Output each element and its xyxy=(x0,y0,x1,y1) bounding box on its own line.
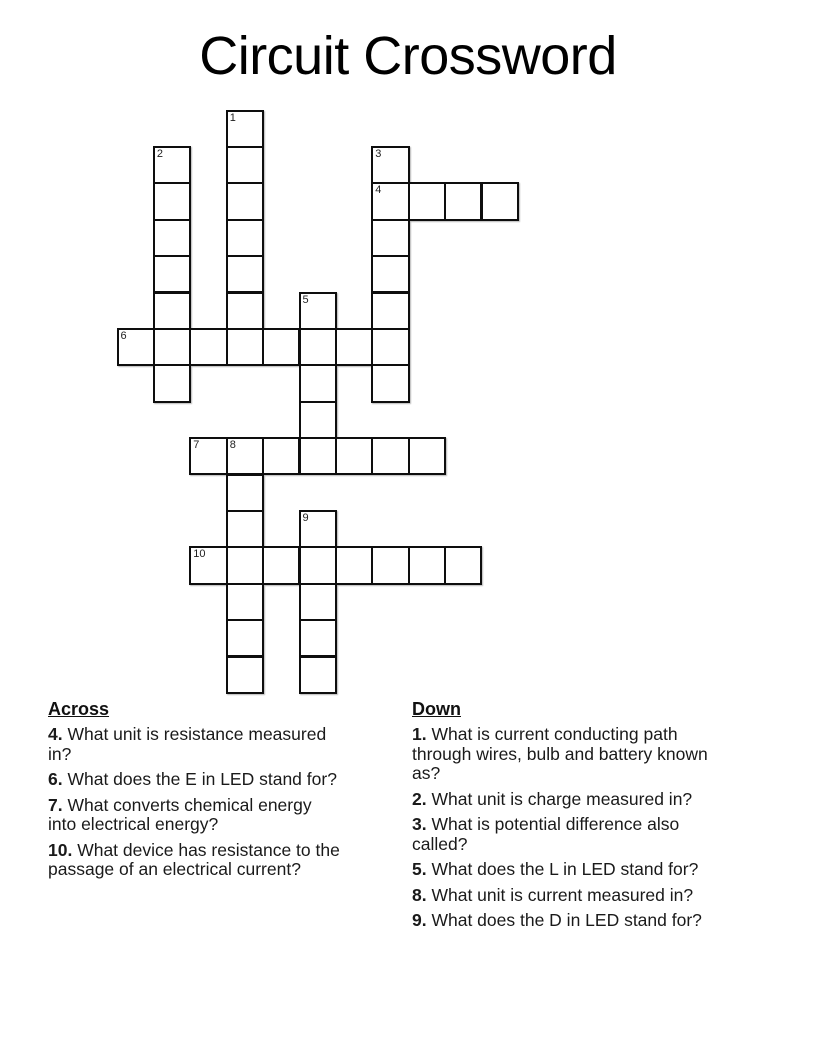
grid-cell[interactable] xyxy=(226,219,264,257)
clue-number: 4. xyxy=(48,724,63,744)
clue-item: 9. What does the D in LED stand for? xyxy=(412,910,702,930)
grid-cell[interactable] xyxy=(153,364,191,402)
cell-number: 5 xyxy=(302,293,309,306)
clue-item: 5. What does the L in LED stand for? xyxy=(412,859,699,879)
grid-cell[interactable] xyxy=(226,255,264,293)
puzzle-title: Circuit Crossword xyxy=(199,26,617,86)
grid-cell[interactable] xyxy=(299,619,337,657)
grid-cell[interactable] xyxy=(153,292,191,330)
cell-number: 4 xyxy=(375,184,382,197)
grid-cell[interactable] xyxy=(262,546,300,584)
grid-cell[interactable] xyxy=(299,401,337,439)
grid-cell[interactable] xyxy=(226,546,264,584)
across-clue-list xyxy=(48,725,397,880)
grid-cell[interactable] xyxy=(153,328,191,366)
grid-cell[interactable] xyxy=(299,510,337,548)
grid-cell[interactable] xyxy=(408,546,446,584)
grid-cell[interactable] xyxy=(226,146,264,184)
clue-number: 7. xyxy=(48,794,63,815)
clue-number: 1. xyxy=(412,724,427,744)
grid-cell[interactable] xyxy=(371,255,409,293)
cell-number: 7 xyxy=(193,439,200,452)
grid-cell[interactable] xyxy=(481,182,519,220)
down-clue-list xyxy=(412,725,778,931)
grid-cell[interactable] xyxy=(299,656,337,694)
grid-cell[interactable] xyxy=(226,583,264,621)
clue-item: 6. What does the E in LED stand for? xyxy=(48,769,337,789)
grid-cell[interactable] xyxy=(226,656,264,694)
grid-cell[interactable] xyxy=(226,437,264,475)
grid-cell[interactable] xyxy=(262,328,300,366)
grid-cell[interactable] xyxy=(408,437,446,475)
cell-number: 3 xyxy=(375,147,382,160)
grid-cell[interactable] xyxy=(226,510,264,548)
grid-cell[interactable] xyxy=(299,437,337,475)
grid-cell[interactable] xyxy=(226,182,264,220)
down-clues-section xyxy=(412,699,778,937)
clue-number: 5. xyxy=(412,859,427,879)
clue-number: 9. xyxy=(412,910,427,930)
grid-cell[interactable] xyxy=(371,182,409,220)
cell-number: 2 xyxy=(156,147,164,160)
clue-number: 2. xyxy=(412,788,427,809)
clue-item: 2. What unit is charge measured in? xyxy=(412,788,693,809)
grid-cell[interactable] xyxy=(153,182,191,220)
grid-cell[interactable] xyxy=(226,328,264,366)
grid-cell[interactable] xyxy=(299,292,337,330)
grid-cell[interactable] xyxy=(371,437,409,475)
grid-cell[interactable] xyxy=(153,255,191,293)
grid-cell[interactable] xyxy=(444,182,482,220)
grid-cell[interactable] xyxy=(226,619,264,657)
cell-number: 6 xyxy=(120,329,127,342)
grid-cell[interactable] xyxy=(153,146,191,184)
grid-cell[interactable] xyxy=(371,292,409,330)
grid-cell[interactable] xyxy=(262,437,300,475)
cell-number: 1 xyxy=(229,111,236,124)
grid-cell[interactable] xyxy=(335,546,373,584)
clue-item: 4. What unit is resistance measured in? xyxy=(48,724,327,764)
grid-cell[interactable] xyxy=(335,328,373,366)
grid-cell[interactable] xyxy=(226,292,264,330)
grid-cell[interactable] xyxy=(371,219,409,257)
grid-cell[interactable] xyxy=(189,328,227,366)
grid-cell[interactable] xyxy=(299,364,337,402)
down-header: Down xyxy=(412,699,461,719)
clue-number: 3. xyxy=(412,814,427,834)
grid-cell[interactable] xyxy=(153,219,191,257)
grid-cell[interactable] xyxy=(371,364,409,402)
grid-cell[interactable] xyxy=(189,437,227,475)
grid-cell[interactable] xyxy=(226,110,264,148)
clue-number: 10. xyxy=(48,839,73,860)
clue-item: 3. What is potential difference also called? xyxy=(412,814,680,854)
grid-cell[interactable] xyxy=(444,546,482,584)
cell-number: 10 xyxy=(193,548,206,561)
grid-cell[interactable] xyxy=(299,583,337,621)
grid-cell[interactable] xyxy=(408,182,446,220)
grid-cell[interactable] xyxy=(371,328,409,366)
grid-cell[interactable] xyxy=(299,546,337,584)
grid-cell[interactable] xyxy=(371,546,409,584)
grid-cell[interactable] xyxy=(335,437,373,475)
clue-item: 1. What is current conducting path through wires, bulb and battery known as? xyxy=(412,724,708,783)
clue-item: 10. What device has resistance to the passage of an electrical current? xyxy=(48,839,340,879)
grid-cell[interactable] xyxy=(189,546,227,584)
cell-number: 9 xyxy=(302,511,309,524)
clue-item: 7. What converts chemical energy into electrical energy? xyxy=(48,794,312,834)
grid-cell[interactable] xyxy=(299,328,337,366)
clue-number: 8. xyxy=(412,884,427,905)
grid-cell[interactable] xyxy=(117,328,155,366)
grid-cell[interactable] xyxy=(371,146,409,184)
across-clues-section xyxy=(48,699,397,886)
clue-number: 6. xyxy=(48,769,63,789)
cell-number: 8 xyxy=(229,439,236,452)
clue-item: 8. What unit is current measured in? xyxy=(412,884,694,905)
across-header: Across xyxy=(48,699,110,719)
grid-cell[interactable] xyxy=(226,474,264,512)
